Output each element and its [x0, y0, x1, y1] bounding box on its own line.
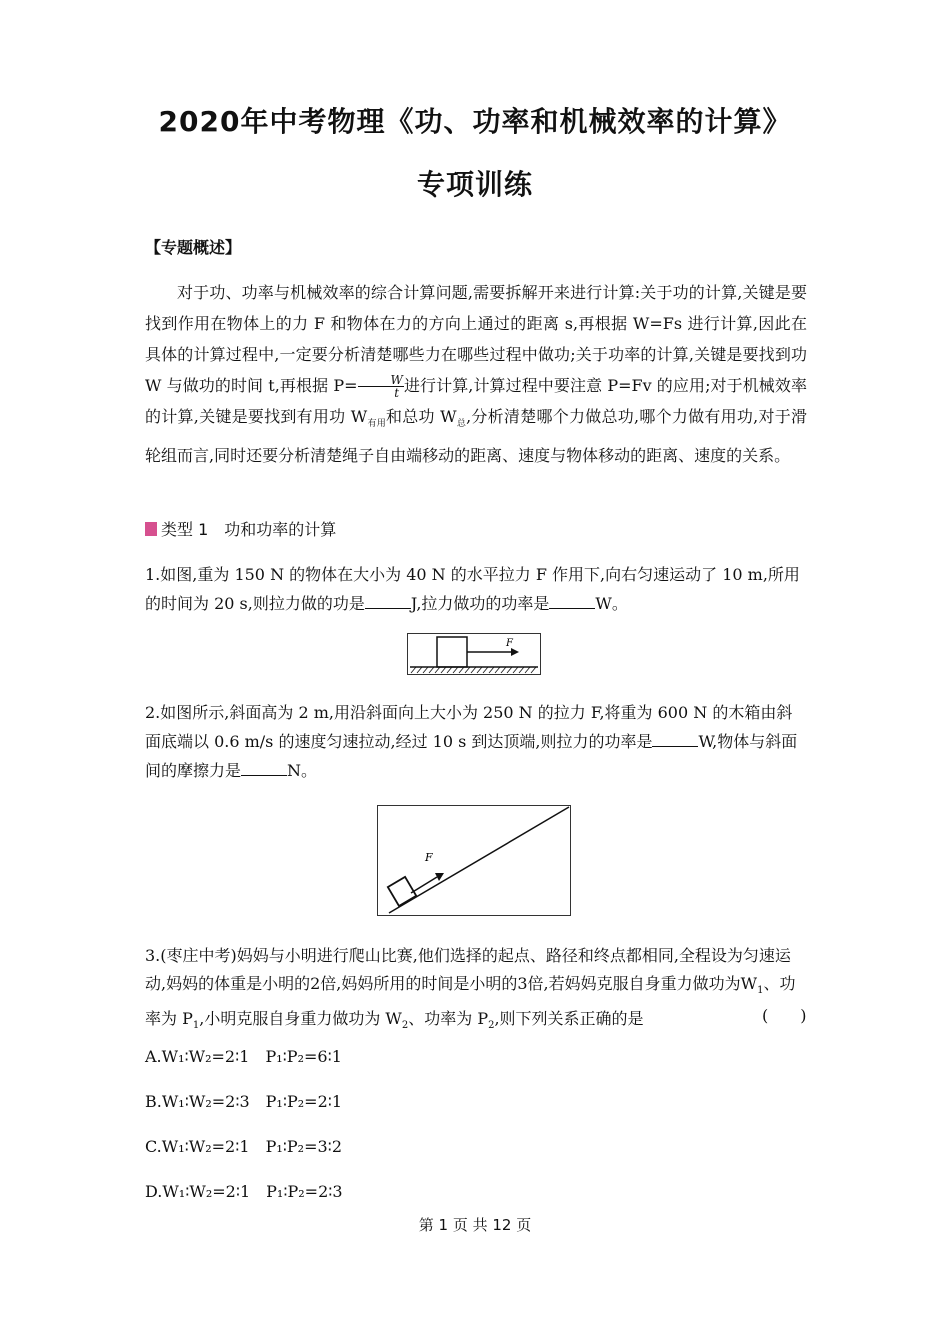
q1-text-a: 1.如图,重为 150 N 的物体在大小为 40 N 的水平拉力 F 作用下,向右匀速运动了 10 m,所用的时间为 20 s,则拉力做的功是: [145, 565, 800, 613]
q2-text-b: W,物体与斜面间的摩擦力是: [145, 732, 798, 780]
block-object: [437, 637, 467, 667]
q2-text-a: 2.如图所示,斜面高为 2 m,用沿斜面向上大小为 250 N 的拉力 F,将重为 600 N 的木箱由斜面底端以 0.6 m/s 的速度匀速拉动,经过 10 s 到达顶端,则拉力的功率是: [145, 703, 793, 751]
force-arrow-line: [411, 877, 437, 893]
subscript: 2: [488, 1020, 495, 1032]
overview-text-d: ,分析清楚哪个力做总功,哪个力做有用功,对于滑轮组而言,同时还要分析清楚绳子自由端移动的距离、速度与物体移动的距离、速度的关系。: [145, 407, 807, 466]
question-3: [145, 942, 807, 1040]
q1-text-b: J,拉力做功的功率是: [410, 594, 550, 613]
q2-blank-friction[interactable]: [241, 761, 287, 776]
force-label: F: [425, 851, 433, 864]
document-subtitle: 专项训练: [416, 168, 533, 201]
q3-text-a: 3.(枣庄中考)妈妈与小明进行爬山比赛,他们选择的起点、路径和终点都相同,全程设为匀速运动,妈妈的体重是小明的2倍,妈妈所用的时间是小明的3倍,若妈妈克服自身重力做功为W: [145, 946, 791, 993]
q3-text-c: ,小明克服自身重力做功为 W: [199, 1009, 402, 1029]
subscript: 1: [757, 985, 764, 997]
crate-object: [388, 877, 416, 906]
overview-text-a: 对于功、功率与机械效率的综合计算问题,需要拆解开来进行计算:关于功的计算,关键是要找到作用在物体上的力 F 和物体在力的方向上通过的距离 s,再根据 W=Fs 进行计算,因此在具体的计算过程中,一定要分析清楚哪些力在哪些过程中做功;关于功率的计算,关键是要找到功 W 与做功的时间 t,再根据 P=: [145, 283, 807, 395]
answer-parentheses[interactable]: ( ): [762, 1006, 807, 1025]
q3-text-b: 、功率为 P: [145, 974, 796, 1029]
option-c[interactable]: C.W₁∶W₂=2∶1 P₁∶P₂=3∶2: [145, 1137, 343, 1156]
question-2: [145, 698, 807, 785]
question-1: [145, 560, 807, 618]
subscript: 1: [192, 1020, 200, 1032]
type-heading: [145, 517, 336, 540]
subscript-total: 总: [456, 419, 467, 430]
q3-text-d: 、功率为 P: [408, 1009, 489, 1029]
figure-horizontal-pull: [407, 633, 541, 675]
force-label: F: [506, 638, 513, 649]
force-arrow-head-icon: [511, 648, 519, 656]
q2-text-c: N。: [287, 761, 318, 780]
subscript: 2: [401, 1020, 409, 1032]
q1-blank-power[interactable]: [549, 594, 595, 609]
overview-text-c: 和总功 W: [386, 407, 457, 426]
overview-paragraph: [145, 277, 807, 471]
overview-text-b: 进行计算,计算过程中要注意 P=Fv 的应用;对于机械效率的计算,关键是要找到有用功 W: [145, 376, 807, 426]
figure-frame: [408, 634, 541, 675]
q1-blank-work[interactable]: [365, 594, 411, 609]
q2-blank-power[interactable]: [652, 732, 698, 747]
q1-text-c: W。: [595, 594, 628, 613]
incline-surface: [389, 807, 569, 913]
fraction-denominator: t: [394, 386, 400, 400]
option-b[interactable]: B.W₁∶W₂=2∶3 P₁∶P₂=2∶1: [145, 1092, 343, 1111]
option-a[interactable]: A.W₁∶W₂=2∶1 P₁∶P₂=6∶1: [145, 1047, 342, 1066]
fraction-numerator: W: [358, 374, 404, 387]
section-heading-overview: 【专题概述】: [145, 238, 242, 257]
formula-fraction: [358, 374, 404, 399]
q3-text-e: ,则下列关系正确的是: [494, 1009, 644, 1029]
page-footer: 第 1 页 共 12 页: [418, 1216, 532, 1234]
type-heading-text: 类型 1 功和功率的计算: [161, 520, 337, 539]
figure-incline: [377, 805, 571, 916]
ground-hatching: [411, 667, 536, 673]
type-marker-icon: [145, 522, 157, 536]
option-d[interactable]: D.W₁∶W₂=2∶1 P₁∶P₂=2∶3: [145, 1182, 343, 1201]
subscript-useful: 有用: [367, 419, 386, 430]
document-title: 2020年中考物理《功、功率和机械效率的计算》: [158, 105, 792, 138]
